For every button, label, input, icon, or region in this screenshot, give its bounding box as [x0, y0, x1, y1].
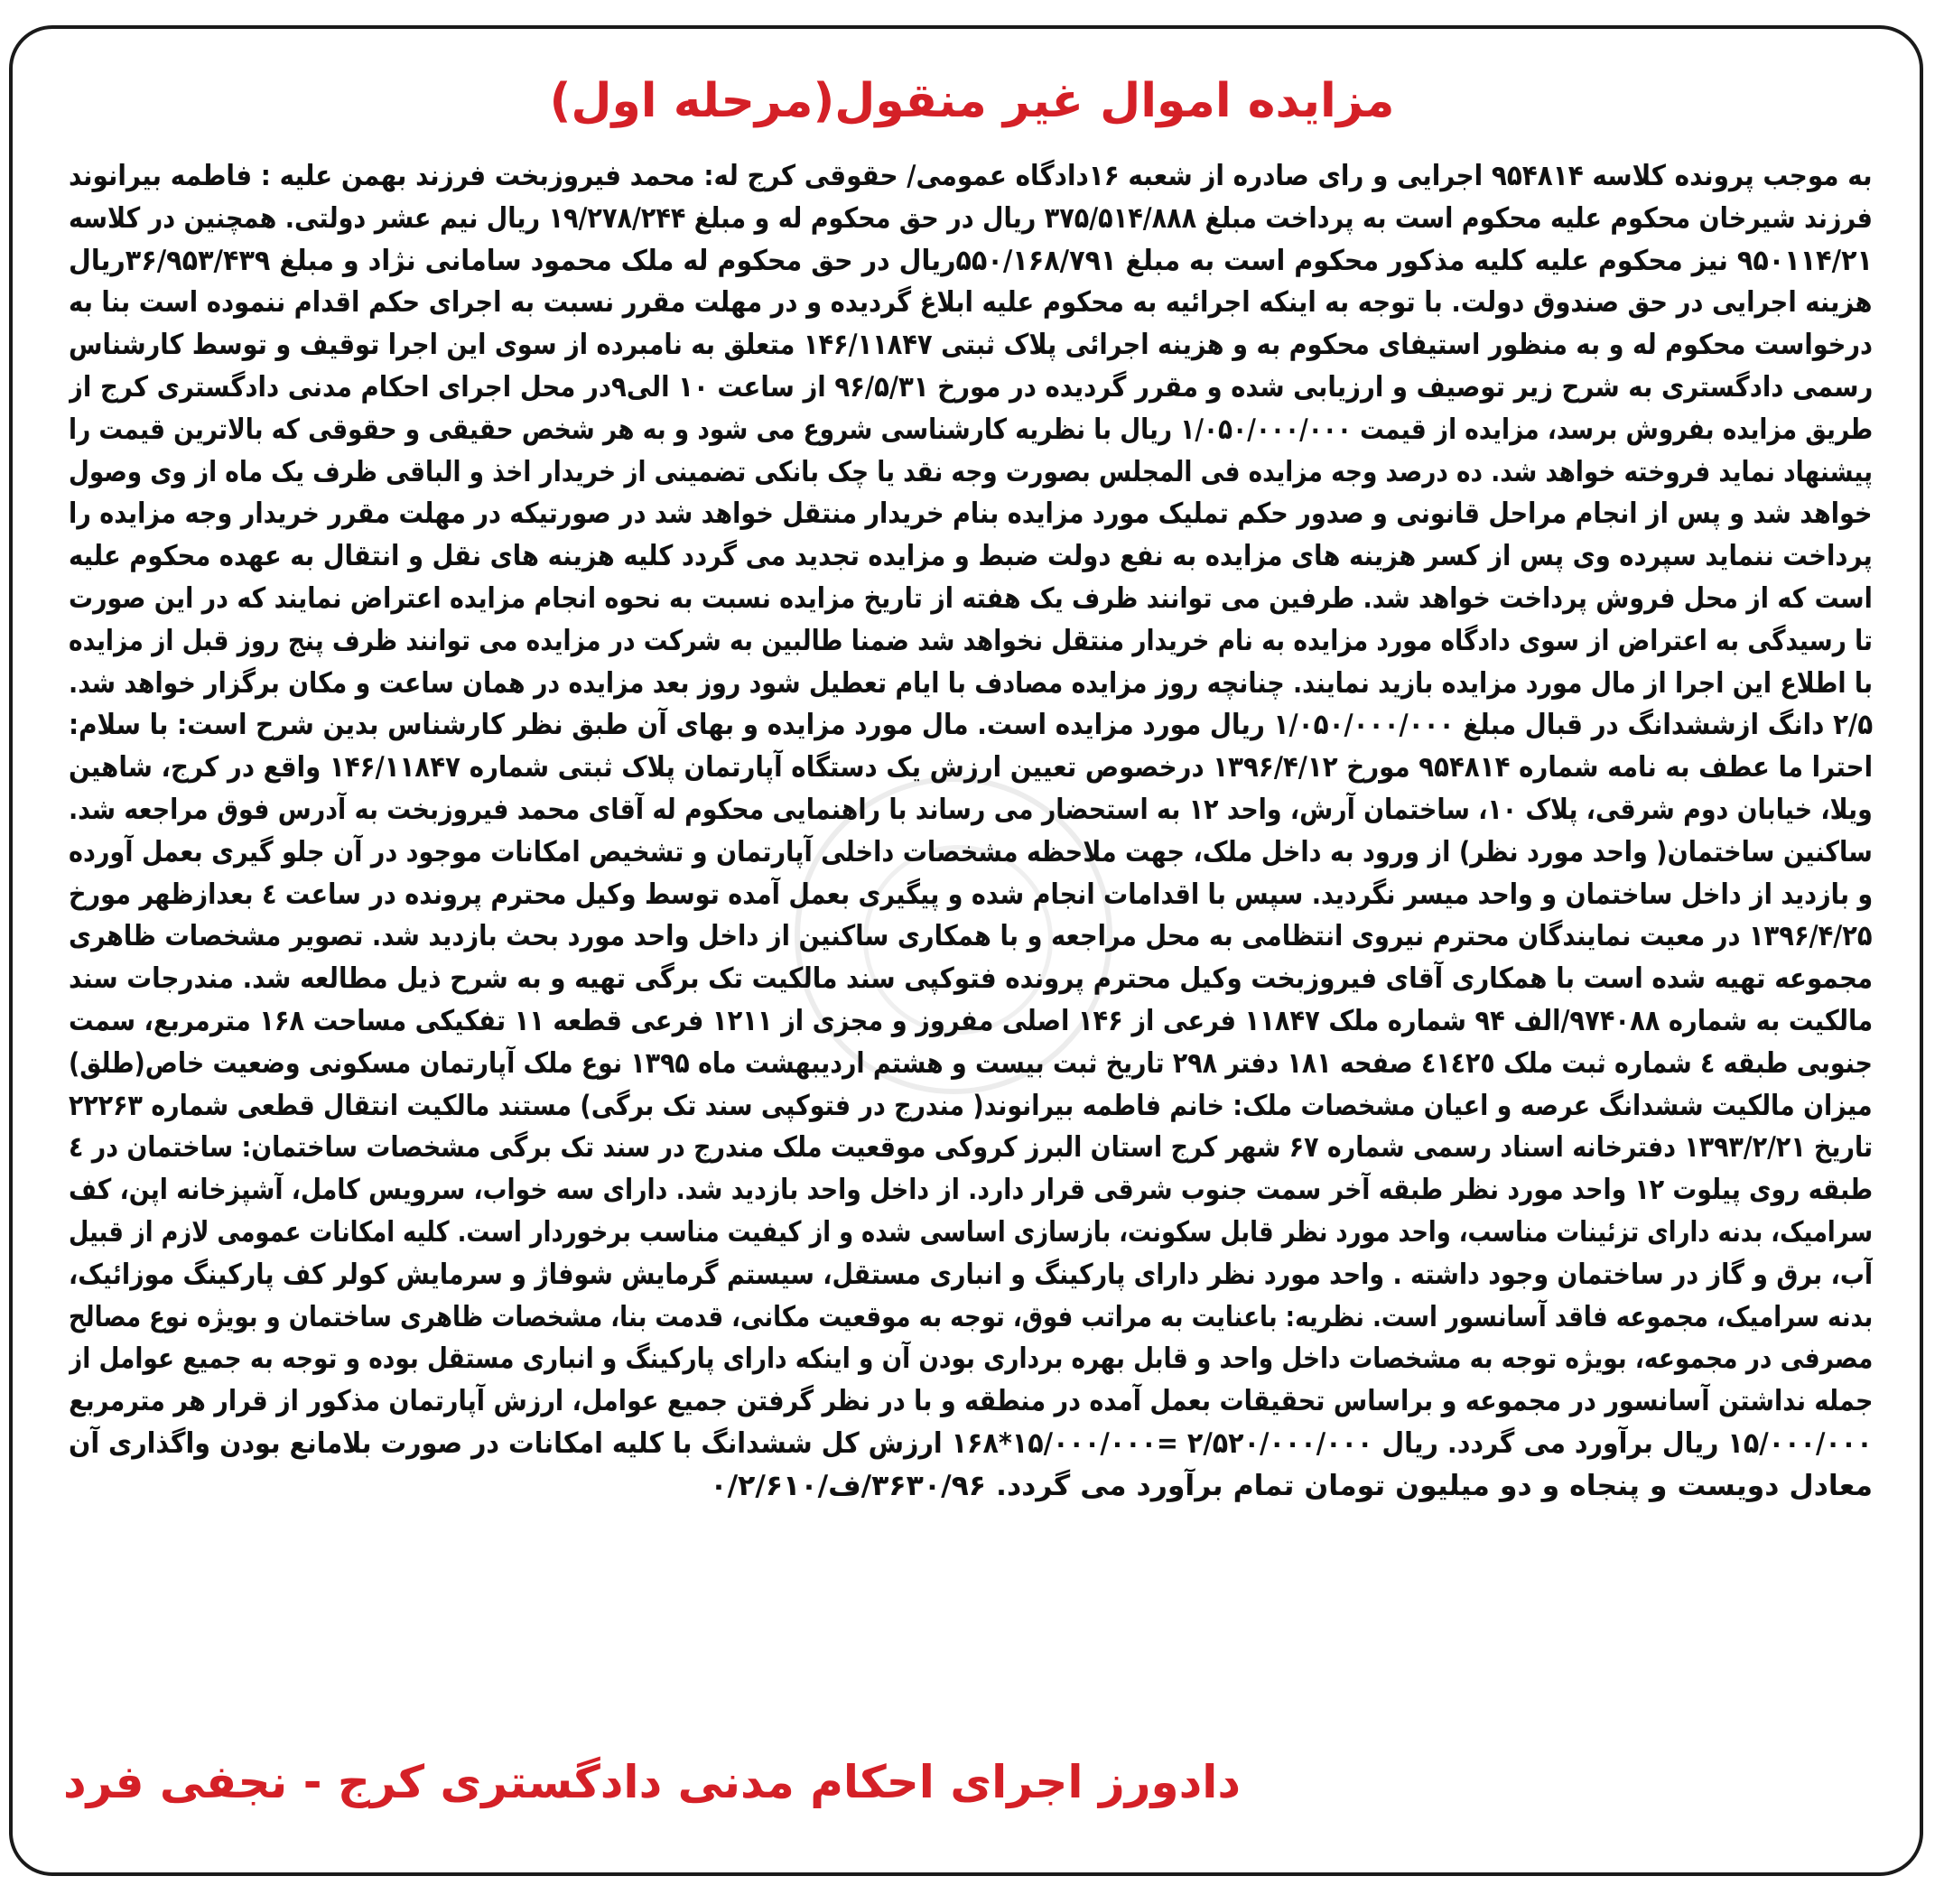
notice-line: ۹۵۰۱۱۴/۲۱ نیز محکوم علیه کلیه مذکور محکوم است به مبلغ ۵۵۰/۱۶۸/۷۹۱ریال در حق محکوم له ملک محمود سامانی نژاد و مبلغ ۳۶/۹۵۳/۴۳۹ریال [69, 244, 1873, 277]
notice-body [69, 155, 1873, 1508]
notice-line: ۲/۵ دانگ ازششدانگ در قبال مبلغ ۱/۰۵۰/۰۰۰/۰۰۰ ریال مورد مزایده است. مال مورد مزایده و بهای آن طبق نظر کارشناس بدین شرح است: با سلام: [69, 709, 1873, 742]
notice-line: مصرفی در مجموعه، بویژه توجه به مشخصات داخل واحد و قابل بهره برداری بودن آن و اینکه دارای پارکینگ و انباری مستقل بوده و توجه به جمیع عوامل از [69, 1342, 1873, 1376]
notice-title: مزایده اموال غیر منقول(مرحله اول) [549, 74, 1395, 128]
notice-line: پیشنهاد نماید فروخته خواهد شد. ده درصد وجه مزایده فی المجلس بصورت وجه نقد یا چک بانکی تضمینی از خریدار اخذ و الباقی ظرف یک ماه از وی وصول [69, 455, 1873, 488]
notice-line: رسمی دادگستری به شرح زیر توصیف و ارزیابی شده و مقرر گردیده در مورخ ۹۶/۵/۳۱ از ساعت ۱۰ الی۹در محل اجرای احکام مدنی دادگستری کرج از [69, 370, 1873, 404]
notice-line: است که از محل فروش پرداخت خواهد شد. طرفین می توانند ظرف یک هفته از تاریخ مزایده نسبت به نحوه انجام مزایده اعتراض نمایند که در این صورت [69, 581, 1873, 615]
notice-line: احترا ما عطف به نامه شماره ۹۵۴۸۱۴ مورخ ۱۳۹۶/۴/۱۲ درخصوص تعیین ارزش یک دستگاه آپارتمان پلاک ثبتی شماره ۱۴۶/۱۱۸۴۷ واقع در کرج، شاهین [69, 751, 1873, 785]
notice-line: جنوبی طبقه ٤ شماره ثبت ملک ٤١٤٢٥ صفحه ۱۸۱ دفتر ۲۹۸ تاریخ ثبت بیست و هشتم اردیبهشت ماه ۱۳۹۵ نوع ملک آپارتمان مسکونی وضعیت خاص(طلق) [69, 1046, 1873, 1080]
notice-line: تاریخ ۱۳۹۳/۲/۲۱ دفترخانه اسناد رسمی شماره ۶۷ شهر کرج استان البرز کروکی موقعیت ملک مندرج در سند تک برگی مشخصات ساختمان: ساختمان در ٤ [69, 1131, 1873, 1165]
notice-line: هزینه اجرایی در حق صندوق دولت. با توجه به اینکه اجرائیه به محکوم علیه ابلاغ گردیده و در مهلت مقرر نسبت به اجرای حکم اقدام ننموده است بنا به [69, 286, 1873, 320]
notice-line: میزان مالکیت ششدانگ عرصه و اعیان مشخصات ملک: خانم فاطمه بیرانوند( مندرج در فتوکپی سند تک برگی) مستند مالکیت انتقال قطعی شماره ۲۲۲۶۳ [69, 1089, 1873, 1122]
notice-line: به موجب پرونده کلاسه ۹۵۴۸۱۴ اجرایی و رای صادره از شعبه ۱۶دادگاه عمومی/ حقوقی کرج له: محمد فیروزبخت فرزند بهمن علیه : فاطمه بیرانوند [69, 160, 1873, 192]
notice-line: خواهد شد و پس از انجام مراحل قانونی و صدور حکم تملیک مورد مزایده بنام خریدار منتقل خواهد شد در صورتیکه در مهلت مقرر خریدار وجه مزایده را [69, 497, 1873, 531]
notice-line: پرداخت ننماید سپرده وی پس از کسر هزینه های مزایده به نفع دولت ضبط و مزایده تجدید می گردد کلیه هزینه های نقل و انتقال به عهده محکوم علیه [69, 540, 1873, 573]
notice-line: با اطلاع این اجرا از مال مورد مزایده بازید نمایند. چنانچه روز مزایده مصادف با ایام تعطیل شود روز بعد مزایده در همان ساعت و مکان برگزار خواهد شد. [69, 666, 1873, 700]
notice-line: طبقه روی پیلوت ۱۲ واحد مورد نظر طبقه آخر سمت جنوب شرقی قرار دارد. از داخل واحد بازدید شد. دارای سه خواب، سرویس کامل، آشپزخانه اپن، کف [69, 1174, 1873, 1207]
notice-line: بدنه سرامیک، مجموعه فاقد آسانسور است. نظریه: باعنایت به مراتب فوق، توجه به موقعیت مکانی، قدمت بنا، مشخصات ظاهری ساختمان و بویژه نوع مصالح [69, 1300, 1873, 1333]
notice-line: تا رسیدگی به اعتراض از سوی دادگاه مورد مزایده به نام خریدار منتقل نخواهد شد ضمنا طالبین به شرکت در مزایده می توانند ظرف پنج روز قبل از مزایده [69, 624, 1873, 657]
notice-line: ویلا، خیابان دوم شرقی، پلاک ۱۰، ساختمان آرش، واحد ۱۲ به استحضار می رساند با راهنمایی محکوم له آقای محمد فیروزبخت به آدرس فوق مراجعه شد. [69, 793, 1873, 826]
notice-line: جمله نداشتن آسانسور در مجموعه و براساس تحقیقات بعمل آمده در منطقه و با در نظر گرفتن جمیع عوامل، ارزش آپارتمان مذکور از قرار هر مترمربع [69, 1385, 1873, 1418]
notice-line: درخواست محکوم له و به منظور استیفای محکوم به و هزینه اجرائی پلاک ثبتی ۱۴۶/۱۱۸۴۷ متعلق به نامبرده از سوی این اجرا توقیف و توسط کارشناس [69, 329, 1873, 362]
signature: دادورز اجرای احکام مدنی دادگستری کرج - نجفی فرد [63, 1756, 1242, 1808]
notice-line: ۱۳۹۶/۴/۲۵ در معیت نمایندگان محترم نیروی انتظامی به محل مراجعه و با همکاری ساکنین از داخل واحد مورد بحث بازدید شد. تصویر مشخصات ظاهری [69, 920, 1873, 953]
notice-line: طریق مزایده بفروش برسد، مزایده از قیمت ۱/۰۵۰/۰۰۰/۰۰۰ ریال با نظریه کارشناسی شروع می شود و به هر شخص حقیقی و حقوقی که بالاترین قیمت را [69, 413, 1873, 446]
notice-line: فرزند شیرخان محکوم علیه محکوم است به پرداخت مبلغ ۳۷۵/۵۱۴/۸۸۸ ریال در حق محکوم له و مبلغ ۱۹/۲۷۸/۲۴۴ ریال نیم عشر دولتی. همچنین در کلاسه [69, 201, 1873, 235]
notice-line: مجموعه تهیه شده است با همکاری آقای فیروزبخت وکیل محترم پرونده فتوکپی سند مالکیت تک برگی تهیه و به شرح ذیل مطالعه شد. مندرجات سند [69, 962, 1873, 996]
notice-line: مالکیت به شماره ۹۷۴۰۸۸/الف ۹۴ شماره ملک ۱۱۸۴۷ فرعی از ۱۴۶ اصلی مفروز و مجزی از ۱۲۱۱ فرعی قطعه ۱۱ تفکیکی مساحت ۱۶۸ مترمربع، سمت [69, 1004, 1873, 1037]
notice-line: ۱۵/۰۰۰/۰۰۰ ریال برآورد می گردد. ریال ۲/۵۲۰/۰۰۰/۰۰۰ =۱۵/۰۰۰/۰۰۰*۱۶۸ ارزش کل ششدانگ با کلیه امکانات در صورت بلامانع بودن واگذاری آن [69, 1426, 1873, 1460]
notice-line: و بازدید از داخل ساختمان و واحد میسر نگردید. سپس با اقدامات انجام شده و پیگیری بعمل آمده توسط وکیل محترم پرونده در ساعت ٤ بعدازظهر مورخ [69, 878, 1873, 911]
notice-line: ساکنین ساختمان( واحد مورد نظر) از ورود به داخل ملک، جهت ملاحظه مشخصات داخلی آپارتمان و تشخیص امکانات موجود در آن جلو گیری بعمل آورده [69, 835, 1873, 868]
notice-line: آب، برق و گاز در ساختمان وجود داشته . واحد مورد نظر دارای پارکینگ و انباری مستقل، سیستم گرمایش شوفاژ و سرمایش کولر کف پارکینگ موزائیک، [69, 1258, 1873, 1291]
notice-line: معادل دویست و پنجاه و دو میلیون تومان تمام برآورد می گردد. ۳۶۳۰/۹۶/ف/۰/۲/۶۱۰ [710, 1469, 1873, 1502]
notice-line: سرامیک، بدنه دارای تزئینات مناسب، واحد مورد نظر قابل سکونت، بازسازی اساسی شده و از کیفیت مناسب برخوردار است. کلیه امکانات عمومی لازم از قبیل [69, 1215, 1873, 1249]
